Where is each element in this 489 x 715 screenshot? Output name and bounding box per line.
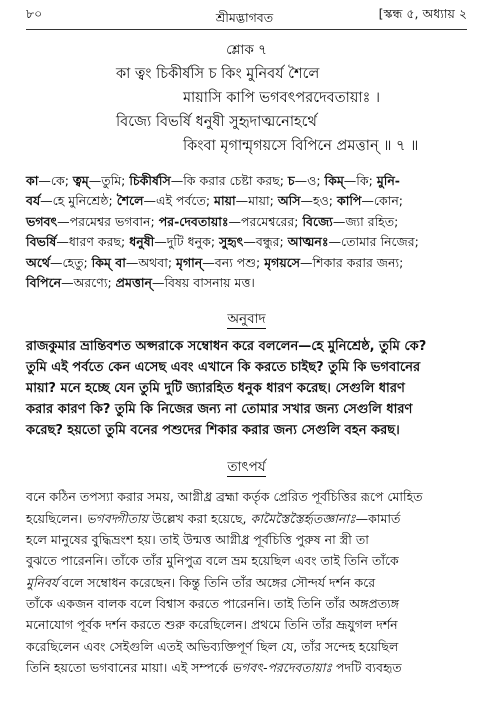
word-meaning: —শিকার করার জন্য;	[300, 254, 404, 270]
purport-line	[26, 529, 467, 550]
purport-text: বলে সম্বোধন করেছেন। কিন্তু তিনি তাঁর অঙ্গের সৌন্দর্য দর্শন করে	[58, 574, 376, 590]
purport-line	[26, 593, 467, 614]
translation-heading-text: অনুবাদ	[227, 311, 266, 328]
purport-line	[26, 636, 467, 657]
word-meaning: —হও;	[300, 193, 337, 209]
italic-term: কামৈস্তৈস্তৈর্হৃতজ্ঞানাঃ	[250, 510, 356, 526]
sanskrit-word: ধনুষী	[129, 234, 155, 250]
purport-line	[26, 550, 467, 571]
word-meaning: —কি করার চেষ্টা করছ;	[170, 173, 288, 188]
italic-term: ভগবদ্গীতায়	[86, 510, 148, 526]
synonym-line	[26, 191, 467, 211]
sanskrit-word: ত্বম্	[72, 173, 89, 188]
word-meaning: —অথবা;	[125, 254, 177, 270]
translation-block	[26, 336, 467, 441]
translation-line: তুমি এই পর্বতে কেন এসেছ এবং এখানে কি করতে চাইছ? তুমি কি ভগবানের	[26, 360, 421, 376]
purport-line	[26, 614, 467, 635]
word-meaning: —কোন;	[361, 193, 404, 209]
verse-line: কা ত্বং চিকীর্ষসি চ কিং মুনিবর্য শৈলে	[116, 66, 320, 82]
synonym-line	[26, 212, 467, 232]
sanskrit-word: কিম্	[324, 173, 344, 188]
synonym-line	[26, 273, 467, 293]
sanskrit-word: চিকীর্ষসি	[129, 173, 171, 188]
word-meaning: —হেতু;	[49, 254, 92, 270]
verse-block	[26, 38, 467, 158]
translation-line: মায়া? মনে হচ্ছে যেন তুমি দুটি জ্যারহিত ধনুক ধারণ করেছ। সেগুলি ধারণ	[26, 381, 405, 397]
translation-line: রাজকুমার ভ্রান্তিবশত অপ্সরাকে সম্বোধন করে বললেন—হে মুনিশ্রেষ্ঠ, তুমি কে?	[26, 339, 427, 355]
synonym-line	[26, 171, 467, 191]
chapter-reference: [স্কন্ধ ৫, অধ্যায় ২	[378, 6, 467, 21]
sanskrit-word: পর-দেবতায়াঃ	[158, 213, 229, 229]
word-meaning: —তুমি;	[88, 173, 130, 188]
purport-line	[26, 657, 467, 678]
word-meaning: —পরমেশ্বর ভগবান;	[57, 213, 159, 229]
verse-heading: শ্লোক ৭	[226, 42, 267, 58]
word-meaning: —কি;	[343, 173, 377, 188]
translation-line: করার কারণ কি? তুমি কি নিজের জন্য না তোমার সখার জন্য সেগুলি ধারণ	[26, 402, 413, 418]
purport-text: উল্লেখ করা হয়েছে,	[147, 510, 251, 526]
purport-text: —কামার্ত	[355, 510, 401, 526]
word-meaning: —হে মুনিশ্রেষ্ঠ;	[40, 193, 117, 209]
purport-text: হলে মানুষের বুদ্ধিভ্রংশ হয়। তাই উন্মত্ত আগ্নীধ্র পূর্বচিত্তি পুরুষ না স্ত্রী তা	[26, 532, 369, 548]
purport-text: পদটি ব্যবহৃত	[332, 659, 402, 675]
synonym-line	[26, 232, 467, 252]
word-meaning: —মায়া;	[235, 193, 278, 209]
word-meaning: —এই পর্বতে;	[143, 193, 215, 209]
verse-line: বিজ্যে বিভর্ষি ধনুষী সুহৃদাত্মনোহর্থে	[116, 114, 317, 130]
sanskrit-word: অসি	[277, 193, 301, 209]
synonym-line	[26, 253, 467, 273]
verse-line: কিংবা মৃগান্মৃগয়সে বিপিনে প্রমত্তান্ ॥ ৭ ॥	[183, 138, 419, 154]
purport-text: বনে কঠিন তপস্যা করার সময়, আগ্নীধ্র ব্রহ্মা কর্তৃক প্রেরিত পূর্বচিত্তির রূপে মোহিত	[26, 489, 423, 505]
verse-line: মায়াসি কাপি ভগবৎপরদেবতায়াঃ ।	[183, 90, 381, 106]
word-meaning: —ও;	[294, 173, 325, 188]
sanskrit-word: বিপিনে	[26, 275, 62, 291]
purport-text: হয়েছিলেন।	[26, 510, 87, 526]
sanskrit-word: মুনি-	[376, 173, 400, 188]
word-meaning: —জ্যা রহিত;	[332, 213, 399, 229]
purport-text: বুঝতে পারেননি। তাঁকে তাঁর মুনিপুত্র বলে ভ্রম হয়েছিল এবং তাই তিনি তাঁকে	[26, 553, 399, 569]
word-meaning: —বিষয় বাসনায় মত্ত।	[151, 275, 255, 291]
sanskrit-word: বর্য	[26, 193, 41, 209]
word-meaning: —বন্য পশু;	[202, 254, 265, 270]
italic-term: ভগবৎ-পরদেবতায়াঃ	[231, 659, 333, 675]
purport-text: তাঁকে একজন বালক বলে বিশ্বাস করতে পারেননি। তাই তিনি তাঁর অঙ্গপ্রত্যঙ্গ	[26, 595, 400, 611]
translation-heading	[26, 308, 467, 330]
sanskrit-word: মায়া	[214, 193, 236, 209]
word-meaning: —পরমেশ্বরের;	[228, 213, 303, 229]
sanskrit-word: অর্থে	[26, 254, 50, 270]
purport-line	[26, 572, 467, 593]
running-header	[26, 0, 467, 30]
word-meaning: —অরণ্যে;	[61, 275, 116, 291]
sanskrit-word: চ	[287, 173, 295, 188]
purport-text: করেছিলেন এবং সেইগুলি এতই অভিব্যক্তিপূর্ণ ছিল যে, তাঁর সন্দেহ হয়েছিল	[26, 638, 399, 654]
sanskrit-word: প্রমত্তান্	[115, 275, 152, 291]
purport-line	[26, 486, 467, 507]
sanskrit-word: মৃগয়সে	[264, 254, 301, 270]
purport-heading	[26, 456, 467, 478]
sanskrit-word: সুহৃৎ	[219, 234, 244, 250]
word-meaning: —ধারণ করছ;	[56, 234, 130, 250]
translation-line: করেছ? হয়তো তুমি বনের পশুদের শিকার করার জন্য সেগুলি বহন করছ।	[26, 423, 400, 439]
sanskrit-word: কাপি	[336, 193, 362, 209]
purport-text: তিনি হয়তো ভগবানের মায়া। এই সম্পর্কে	[26, 659, 232, 675]
purport-line	[26, 508, 467, 529]
sanskrit-word: কা	[26, 173, 39, 188]
word-meaning: —কে;	[38, 173, 73, 188]
book-title: শ্রীমদ্ভাগবত	[215, 10, 274, 25]
purport-text: মনোযোগ পূর্বক দর্শন করতে শুরু করেছিলেন। প্রথমে তিনি তাঁর ভ্রূযুগল দর্শন	[26, 617, 398, 633]
sanskrit-word: বিভর্ষি	[26, 234, 57, 250]
sanskrit-word: কিম্ বা	[91, 254, 126, 270]
word-meaning: —দুটি ধনুক;	[154, 234, 220, 250]
word-meaning: —বন্ধুর;	[243, 234, 288, 250]
sanskrit-word: ভগবৎ	[26, 213, 58, 229]
purport-heading-text: তাৎপর্য	[227, 459, 266, 476]
purport-block	[26, 486, 467, 678]
sanskrit-word: আত্মনঃ	[287, 234, 329, 250]
sanskrit-word: শৈলে	[116, 193, 144, 209]
sanskrit-word: বিজ্যে	[302, 213, 333, 229]
italic-term: মুনিবর্য	[26, 574, 59, 590]
sanskrit-word: মৃগান্	[176, 254, 203, 270]
word-for-word-synonyms	[26, 171, 467, 293]
word-meaning: —তোমার নিজের;	[328, 234, 419, 250]
page-number: ৮০	[26, 6, 43, 21]
